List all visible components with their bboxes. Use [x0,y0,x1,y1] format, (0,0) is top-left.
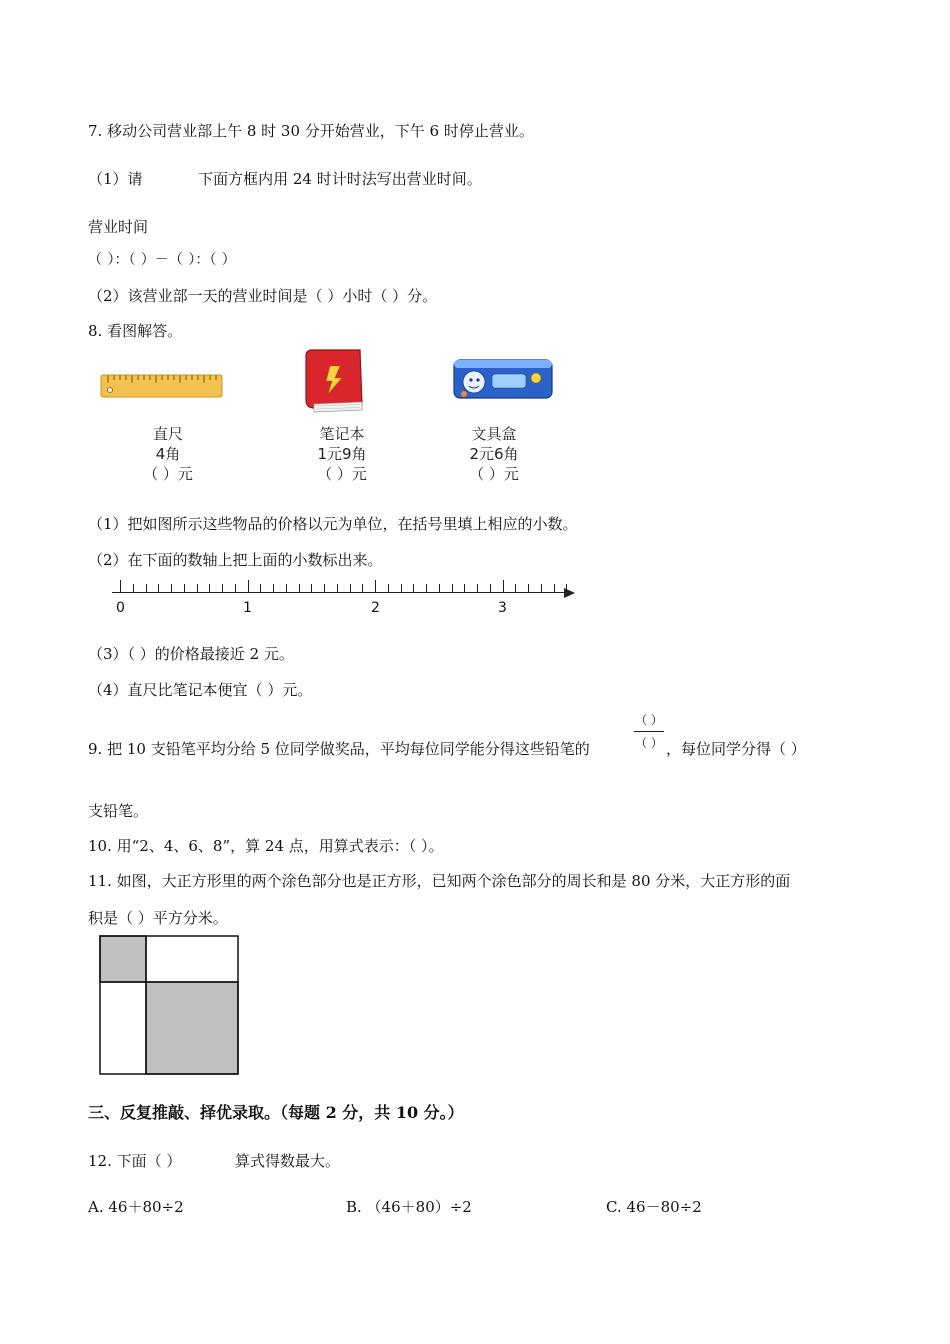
number-line-tick [452,584,453,592]
axis-label-0: 0 [116,600,125,616]
q8-stem: 8. 看图解答。 [88,322,183,340]
fraction-numerator: （ ） [635,713,663,727]
q12-option-c[interactable]: C. 46－80÷2 [606,1198,702,1216]
q10-text: 10. 用“2、4、6、8”，算 24 点，用算式表示：（ ）。 [88,837,444,855]
number-line-tick [490,584,491,592]
number-line-tick [477,584,478,592]
q12-stem-end: 算式得数最大。 [234,1152,340,1170]
section3-title: 三、反复推敲、择优录取。（每题 2 分，共 10 分。） [88,1103,464,1122]
item-blank: （ ）元 [317,465,367,483]
number-line-tick [426,584,427,592]
number-line-tick [311,584,312,592]
number-line-tick [133,584,134,592]
large-shaded-square [146,982,238,1074]
number-line-tick [362,584,363,592]
number-line-tick [235,584,236,592]
number-line-tick [299,584,300,592]
fraction-bar [634,731,664,732]
square-diagram [99,935,241,1077]
q12-stem [88,1150,340,1171]
number-line-axis [112,592,568,593]
number-line-tick [528,584,529,592]
number-line-tick [503,580,504,592]
number-line-tick [273,584,274,592]
q12-option-a[interactable]: A. 46＋80÷2 [88,1198,184,1216]
q7-sub2: （2）该营业部一天的营业时间是（ ）小时（ ）分。 [88,287,438,305]
number-line-tick [515,584,516,592]
number-line-tick [464,584,465,592]
q11-text-a: 11. 如图，大正方形里的两个涂色部分也是正方形，已知两个涂色部分的周长和是 80 分米，大正方形的面 [88,872,791,890]
q12-option-b[interactable]: B. （46＋80）÷2 [346,1198,472,1216]
item-name: 文具盒 [471,425,517,443]
number-line-tick [120,580,121,592]
number-line-tick [286,584,287,592]
number-line-tick [375,580,376,592]
number-line [112,578,578,620]
item-ruler-caption [118,424,218,484]
number-line-tick [388,584,389,592]
axis-label-2: 2 [371,600,380,616]
item-price: 2元6角 [469,445,519,463]
number-line-tick [260,584,261,592]
number-line-tick [566,584,567,592]
ruler-image [100,372,224,400]
item-blank: （ ）元 [143,465,193,483]
q9-text-cont: 支铅笔。 [88,802,149,820]
q12-stem-start: 12. 下面（ ） [88,1152,182,1170]
small-shaded-square [100,936,146,982]
item-name: 直尺 [152,425,183,443]
number-line-tick [146,584,147,592]
item-price: 4角 [155,445,181,463]
notebook-image [300,348,368,416]
pencil-case-image [452,356,554,402]
number-line-tick [209,584,210,592]
q8-sub4: （4）直尺比笔记本便宜（ ）元。 [88,681,313,699]
q7-box-label: 营业时间 [88,218,149,236]
number-line-tick [222,584,223,592]
q7-time-fill: （ ）：（ ）－（ ）：（ ） [88,252,236,268]
q7-sub1-start: （1）请 [88,170,143,188]
number-line-tick [350,584,351,592]
number-line-tick [439,584,440,592]
number-line-tick [337,584,338,592]
axis-label-3: 3 [498,600,507,616]
item-name: 笔记本 [319,425,365,443]
q8-sub1: （1）把如图所示这些物品的价格以元为单位，在括号里填上相应的小数。 [88,515,578,533]
q9-text-start: 9. 把 10 支铅笔平均分给 5 位同学做奖品，平均每位同学能分得这些铅笔的 [88,740,590,758]
item-pencil-case-caption [444,424,544,484]
number-line-tick [554,584,555,592]
q8-sub3: （3）（ ）的价格最接近 2 元。 [88,645,294,663]
q11-text-b: 积是（ ）平方分米。 [88,909,228,927]
q9-fraction [634,711,664,751]
q8-sub2: （2）在下面的数轴上把上面的小数标出来。 [88,551,383,569]
number-line-tick [158,584,159,592]
number-line-tick [401,584,402,592]
item-blank: （ ）元 [469,465,519,483]
axis-label-1: 1 [243,600,252,616]
item-notebook-caption [292,424,392,484]
fraction-denominator: （ ） [635,736,663,750]
number-line-tick [197,584,198,592]
number-line-tick [413,584,414,592]
q7-sub1 [88,168,482,189]
number-line-tick [324,584,325,592]
q7-stem: 7. 移动公司营业部上午 8 时 30 分开始营业，下午 6 时停止营业。 [88,122,534,140]
number-line-tick [248,580,249,592]
number-line-tick [541,584,542,592]
number-line-tick [171,584,172,592]
item-price: 1元9角 [317,445,367,463]
q7-sub1-end: 下面方框内用 24 时计时法写出营业时间。 [198,170,482,188]
q9-text-end: ，每位同学分得（ ） [666,740,806,758]
number-line-tick [184,584,185,592]
